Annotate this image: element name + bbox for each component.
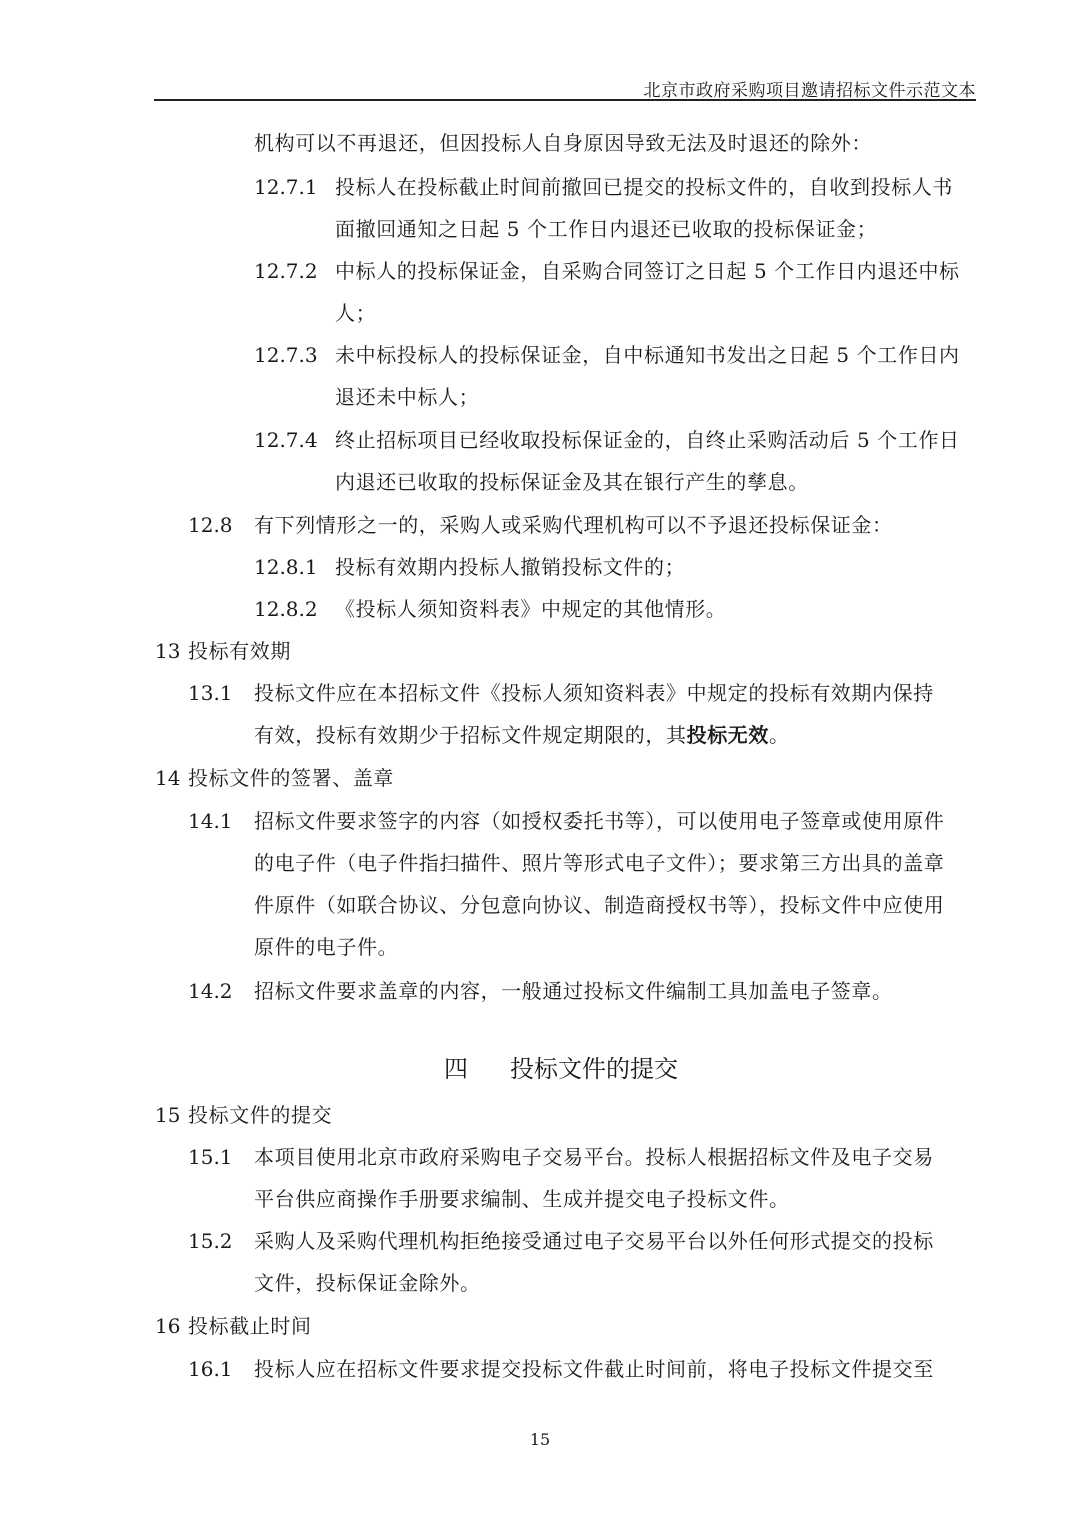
clause-text: 内退还已收取的投标保证金及其在银行产生的孳息。 [335,470,809,494]
page-header-title: 北京市政府采购项目邀请招标文件示范文本 [643,81,976,101]
clause-number: 16.1 [188,1357,233,1381]
section-title: 投标截止时间 [188,1314,312,1338]
clause-text: 终止招标项目已经收取投标保证金的，自终止采购活动后 5 个工作日 [335,428,960,452]
clause-text: 中标人的投标保证金，自采购合同签订之日起 5 个工作日内退还中标 [335,259,960,283]
clause-text: 采购人及采购代理机构拒绝接受通过电子交易平台以外任何形式提交的投标 [254,1229,934,1253]
clause-text: 平台供应商操作手册要求编制、生成并提交电子投标文件。 [254,1187,790,1211]
chapter-number: 四 [444,1055,468,1083]
clause-number: 12.7.2 [254,259,318,283]
clause-text: 面撤回通知之日起 5 个工作日内退还已收取的投标保证金； [335,217,878,241]
clause-text: 投标人在投标截止时间前撤回已提交的投标文件的，自收到投标人书 [335,175,953,199]
clause-text: 投标有效期内投标人撤销投标文件的； [335,555,686,579]
clause-text: 《投标人须知资料表》中规定的其他情形。 [335,597,727,621]
section-number: 15 [155,1103,181,1127]
clause-text: 的电子件（电子件指扫描件、照片等形式电子文件）；要求第三方出具的盖章 [254,851,945,875]
clause-text: 投标人应在招标文件要求提交投标文件截止时间前，将电子投标文件提交至 [254,1357,934,1381]
section-number: 14 [155,766,181,790]
clause-number: 12.7.1 [254,175,318,199]
clause-text: 退还未中标人； [335,385,480,409]
clause-text: 原件的电子件。 [254,935,399,959]
clause-number: 12.8.1 [254,555,318,579]
section-number: 16 [155,1314,181,1338]
clause-number: 12.7.4 [254,428,318,452]
clause-text: 件原件（如联合协议、分包意向协议、制造商授权书等），投标文件中应使用 [254,893,945,917]
emphasis-invalid-bid: 投标无效 [686,723,770,747]
clause-text: 文件，投标保证金除外。 [254,1271,481,1295]
clause-text: 投标文件应在本招标文件《投标人须知资料表》中规定的投标有效期内保持 [254,681,934,705]
clause-number: 15.2 [188,1229,233,1253]
text-segment: 。 [769,723,790,747]
header-rule [154,99,976,101]
clause-text: 未中标投标人的投标保证金，自中标通知书发出之日起 5 个工作日内 [335,343,960,367]
clause-number: 12.8 [188,513,233,537]
section-title: 投标文件的提交 [188,1103,333,1127]
clause-text: 人； [335,301,377,325]
clause-number: 12.8.2 [254,597,318,621]
text-segment: 有效，投标有效期少于招标文件规定期限的，其 [254,723,687,747]
section-title: 投标文件的签署、盖章 [188,766,394,790]
section-title: 投标有效期 [188,639,291,663]
page-number: 15 [529,1430,551,1449]
clause-number: 14.2 [188,979,233,1003]
clause-number: 15.1 [188,1145,233,1169]
clause-number: 12.7.3 [254,343,318,367]
clause-text: 招标文件要求签字的内容（如授权委托书等），可以使用电子签章或使用原件 [254,809,945,833]
section-number: 13 [155,639,181,663]
clause-text [254,722,790,748]
clause-text: 有下列情形之一的，采购人或采购代理机构可以不予退还投标保证金： [254,513,893,537]
clause-text: 本项目使用北京市政府采购电子交易平台。投标人根据招标文件及电子交易 [254,1145,934,1169]
clause-number: 13.1 [188,681,233,705]
text: 机构可以不再退还，但因投标人自身原因导致无法及时退还的除外： [254,131,872,155]
clause-number: 14.1 [188,809,233,833]
chapter-title: 投标文件的提交 [510,1055,678,1083]
clause-text: 招标文件要求盖章的内容，一般通过投标文件编制工具加盖电子签章。 [254,979,893,1003]
